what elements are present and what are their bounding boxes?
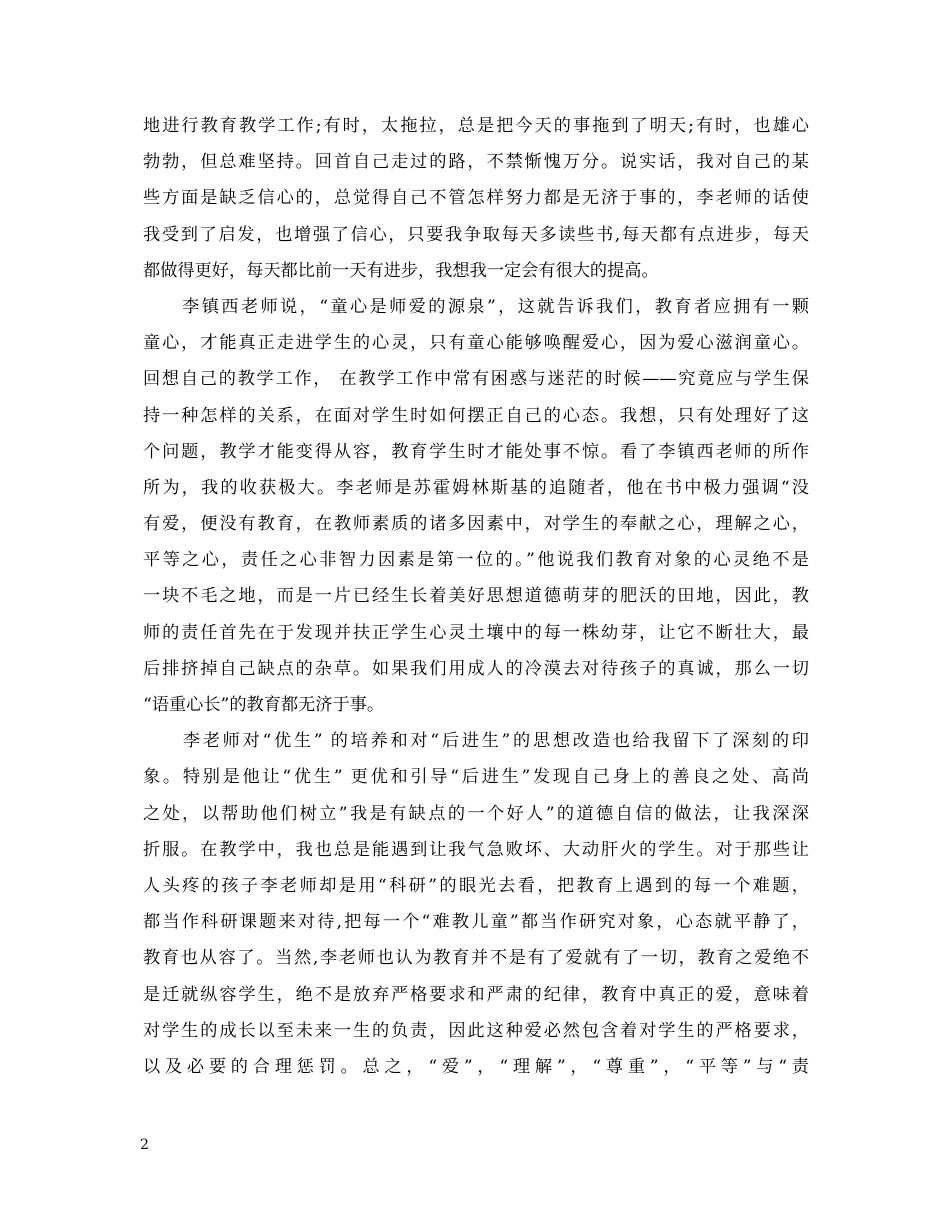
text-line: 李老师对“优生” 的培养和对“后进生”的思想改造也给我留下了深刻的印 xyxy=(143,731,809,752)
text-line: 都做得更好，每天都比前一天有进步，我想我一定会有很大的提高。 xyxy=(143,260,659,281)
text-line: 回想自己的教学工作， 在教学工作中常有困惑与迷茫的时候——究竟应与学生保 xyxy=(143,369,809,390)
text-line: 平等之心，责任之心非智力因素是第一位的。”他说我们教育对象的心灵绝不是 xyxy=(143,550,809,571)
text-line: 所为，我的收获极大。李老师是苏霍姆林斯基的追随者，他在书中极力强调“没 xyxy=(143,477,809,498)
text-line: 对学生的成长以至未来一生的负责，因此这种爱必然包含着对学生的严格要求， xyxy=(143,1020,809,1041)
text-line: 勃勃，但总难坚持。回首自己走过的路，不禁惭愧万分。说实话，我对自己的某 xyxy=(143,152,809,173)
text-line: 一块不毛之地，而是一片已经生长着美好思想道德萌芽的肥沃的田地，因此，教 xyxy=(143,586,809,607)
text-line: 都当作科研课题来对待,把每一个“难教儿童”都当作研究对象，心态就平静了， xyxy=(143,912,809,933)
body-text xyxy=(143,108,809,1085)
text-line: 持一种怎样的关系，在面对学生时如何摆正自己的心态。我想，只有处理好了这 xyxy=(143,405,809,426)
text-line: 有爱，便没有教育，在教师素质的诸多因素中，对学生的奉献之心，理解之心， xyxy=(143,514,809,535)
text-line: 李镇西老师说，“童心是师爱的源泉”，这就告诉我们，教育者应拥有一颗 xyxy=(143,296,809,317)
text-line: 教育也从容了。当然,李老师也认为教育并不是有了爱就有了一切，教育之爱绝不 xyxy=(143,948,809,969)
page-number: 2 xyxy=(140,1137,149,1153)
text-line: 以及必要的合理惩罚。总之，“爱”，“理解”，“尊重”，“平等”与“责 xyxy=(143,1056,809,1077)
text-line: 象。特别是他让“优生” 更优和引导“后进生”发现自己身上的善良之处、高尚 xyxy=(143,767,809,788)
text-line: 个问题，教学才能变得从容，教育学生时才能处事不惊。看了李镇西老师的所作 xyxy=(143,441,809,462)
text-line: 折服。在教学中，我也总是能遇到让我气急败坏、大动肝火的学生。对于那些让 xyxy=(143,839,809,860)
text-line: 童心，才能真正走进学生的心灵，只有童心能够唤醒爱心，因为爱心滋润童心。 xyxy=(143,333,809,354)
text-line: 地进行教育教学工作;有时，太拖拉，总是把今天的事拖到了明天;有时，也雄心 xyxy=(143,116,809,136)
text-line: 是迁就纵容学生，绝不是放弃严格要求和严肃的纪律，教育中真正的爱，意味着 xyxy=(143,984,809,1005)
text-line: “语重心长”的教育都无济于事。 xyxy=(143,695,385,715)
text-line: 些方面是缺乏信心的，总觉得自己不管怎样努力都是无济于事的，李老师的话使 xyxy=(143,188,809,209)
text-line: 师的责任首先在于发现并扶正学生心灵土壤中的每一株幼芽，让它不断壮大，最 xyxy=(143,622,809,643)
text-line: 我受到了启发，也增强了信心，只要我争取每天多读些书,每天都有点进步，每天 xyxy=(143,224,809,245)
text-line: 人头疼的孩子李老师却是用“科研”的眼光去看，把教育上遇到的每一个难题， xyxy=(143,875,809,896)
text-line: 之处，以帮助他们树立”我是有缺点的一个好人”的道德自信的做法，让我深深 xyxy=(143,803,809,824)
text-line: 后排挤掉自己缺点的杂草。如果我们用成人的冷漠去对待孩子的真诚，那么一切 xyxy=(143,658,809,679)
